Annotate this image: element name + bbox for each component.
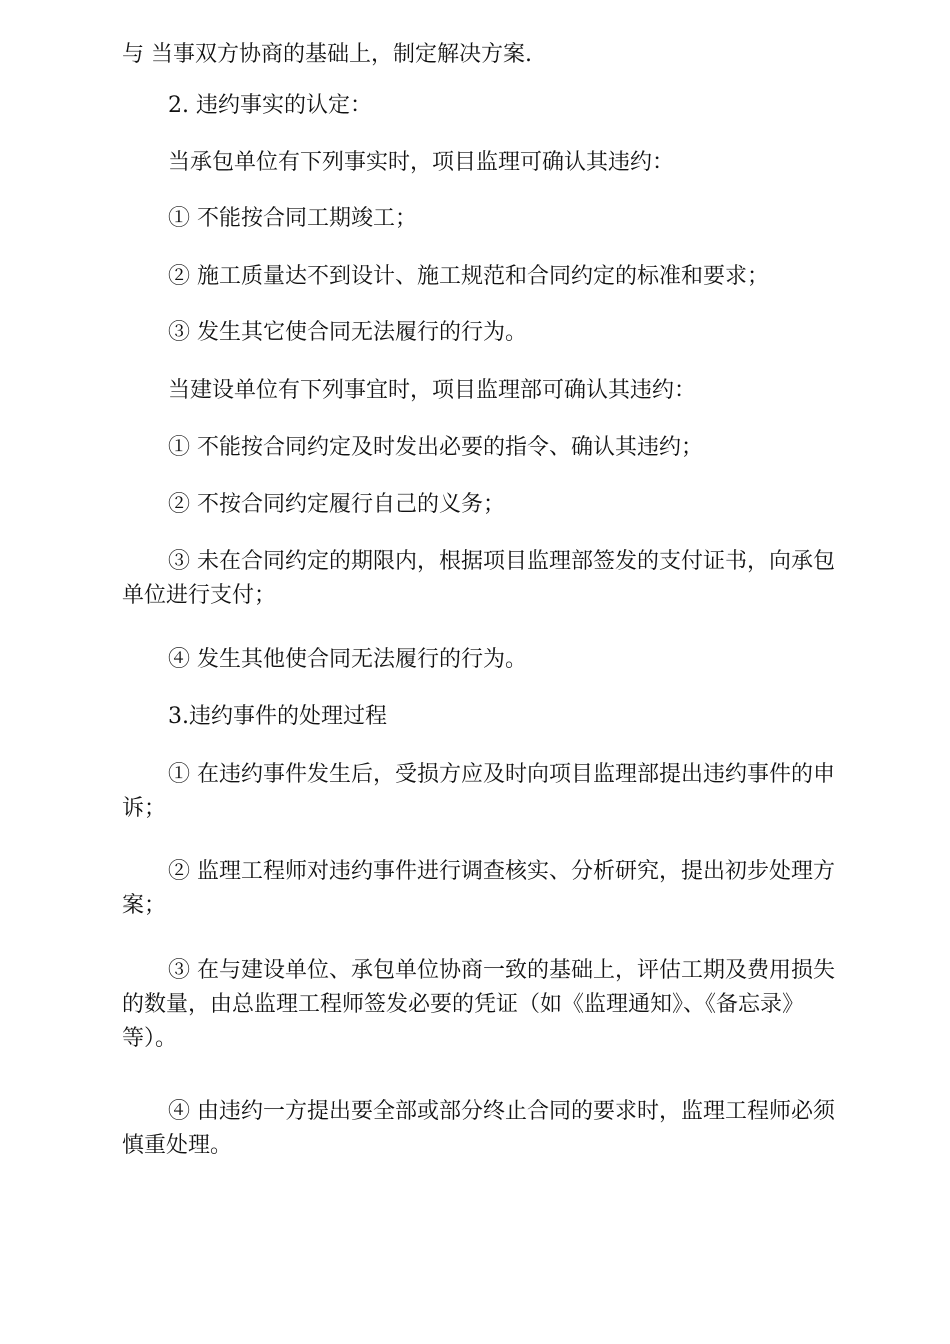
list-item-process-1: ① 在违约事件发生后，受损方应及时向项目监理部提出违约事件的申诉；	[122, 762, 835, 821]
list-item-contractor-2: ② 施工质量达不到设计、施工规范和合同约定的标准和要求；	[168, 264, 769, 289]
list-item-owner-3: ③ 未在合同约定的期限内，根据项目监理部签发的支付证书，向承包单位进行支付；	[122, 549, 835, 608]
paragraph-owner-intro: 当建设单位有下列事宜时，项目监理部可确认其违约：	[168, 378, 697, 403]
list-item-process-3: ③ 在与建设单位、承包单位协商一致的基础上，评估工期及费用损失的数量，由总监理工程师签发必要的凭证（如《监理通知》、《备忘录》等）。	[122, 958, 835, 1051]
list-item-contractor-1: ① 不能按合同工期竣工；	[168, 206, 417, 231]
paragraph-continuation: 与 当事双方协商的基础上，制定解决方案.	[122, 42, 532, 67]
list-item-process-2: ② 监理工程师对违约事件进行调查核实、分析研究，提出初步处理方案；	[122, 859, 835, 918]
section-heading-2: 2. 违约事实的认定：	[168, 93, 372, 118]
list-item-contractor-3: ③ 发生其它使合同无法履行的行为。	[168, 320, 527, 345]
section-heading-3: 3.违约事件的处理过程	[168, 704, 387, 729]
list-item-process-4: ④ 由违约一方提出要全部或部分终止合同的要求时，监理工程师必须慎重处理。	[122, 1099, 835, 1158]
list-item-owner-2: ② 不按合同约定履行自己的义务；	[168, 492, 505, 517]
list-item-owner-1: ① 不能按合同约定及时发出必要的指令、确认其违约；	[168, 435, 703, 460]
list-item-owner-4: ④ 发生其他使合同无法履行的行为。	[168, 647, 527, 672]
paragraph-contractor-intro: 当承包单位有下列事实时，项目监理可确认其违约：	[168, 150, 675, 175]
